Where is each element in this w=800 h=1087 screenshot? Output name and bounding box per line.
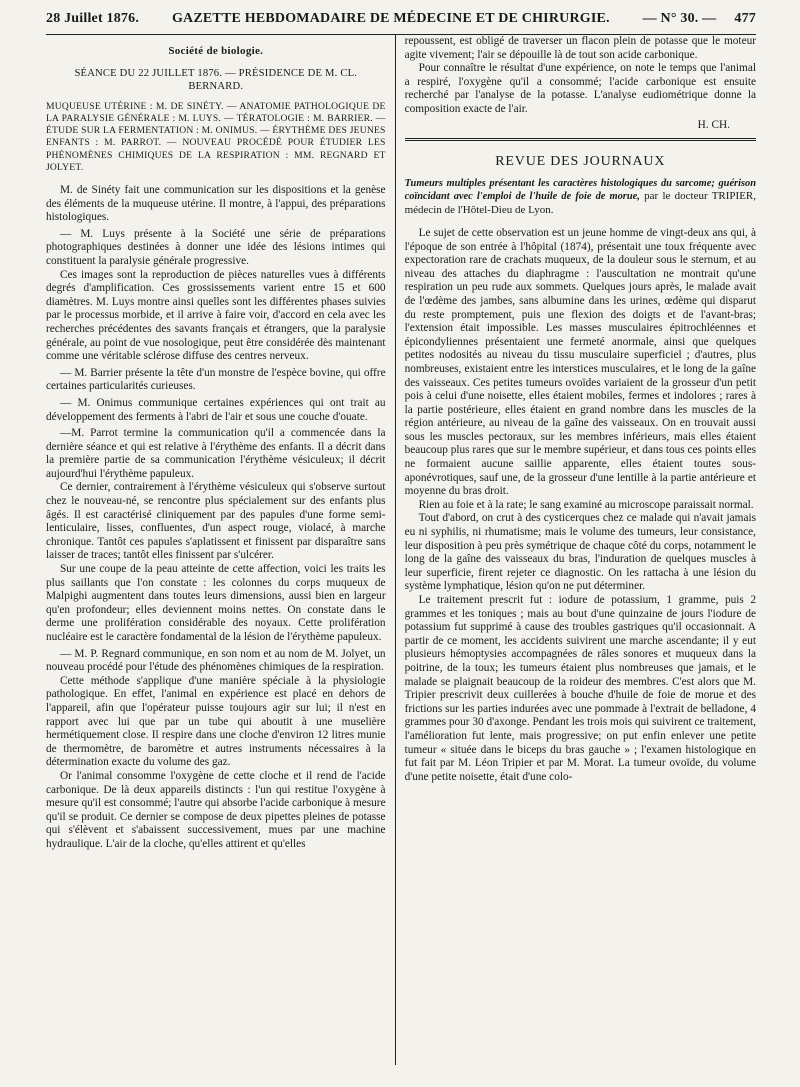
paragraph: Ces images sont la reproduction de pièces naturelles vues à différents degrés d'amplification. Ces grossissements varient entre 15 et 600 diamètres. M. Luys montre ainsi quelles sont les différentes phases suivies par le processus morbide, et il arrive à faire voir, d'accord en cela avec les recherches précédentes des savants français et étrangers, que la paralysie générale, au point de vue nosologique, peut être considérée dès maintenant comme une véritable sclérose diffuse des centres nerveux. (46, 268, 386, 363)
review-heading-title: Tumeurs multiples présentant les caractères histologiques du sarcome; guérison coïncidant avec l'emploi de l'huile de foie de morue, (404, 177, 756, 203)
paragraph: Or l'animal consomme l'oxygène de cette cloche et il rend de l'acide carbonique. De là deux appareils distincts : l'un qui restitue l'oxygène à mesure qu'il est consommé; l'autre qui absorbe l'acide carbonique à mesure qu'il se produit. Ce dernier se compose de deux pipettes pleines de potasse qui s'élèvent et s'abaissent successivement, mues par une machine hydraulique. L'air de la cloche, qu'elles attirent et qu'elles (46, 769, 386, 850)
paragraph: Sur une coupe de la peau atteinte de cette affection, voici les traits les plus saillants que l'on constate : les colonnes du corps muqueux de Malpighi augmentent dans toutes leurs dimensions, aussi bien en largeur qu'en profondeur; elles deviennent moins nettes. On constate dans le derme une prolifération considérable des noyaux. Cette prolifération nucléaire est le caractère fondamental de la lésion de l'érythème papuleux. (46, 563, 386, 643)
continued-paragraph: repoussent, est obligé de traverser un flacon plein de potasse que le moteur agite vivement; l'air se dépouille là de tout son acide carbonique. (404, 35, 756, 61)
paragraph: Rien au foie et à la rate; le sang examiné au microscope paraissait normal. (418, 498, 754, 511)
paragraph: M. de Sinéty fait une communication sur les dispositions et la genèse des éléments de la muqueuse utérine. Il montre, à l'appui, des préparations histologiques. (46, 184, 386, 224)
paragraph: — M. Onimus communique certaines expériences qui ont trait au développement des ferments à l'abri de l'air et sous une couche d'ouate. (46, 396, 386, 423)
paragraph: —M. Parrot termine la communication qu'il a commencée dans la dernière séance et qui est relative à l'érythème des enfants. Il a décrit dans la première partie de sa communication l'érythème vésiculeux; il décrit aujourd'hui l'érythème papuleux. (46, 427, 386, 480)
right-column (396, 35, 756, 1065)
paragraph: Le sujet de cette observation est un jeune homme de vingt-deux ans qui, à l'époque de son entrée à l'hôpital (1874), présentait une toux fréquente avec expectoration rare de crachats muqueux, de la douleur sous le sternum, et au niveau des attaches du diaphragme : l'auscultation ne montrait qu'une respiration un peu rude aux sommets. Quelques jours après, le malade avait de l'œdème des jambes, sans albumine dans les urines, œdème qui disparut du reste promptement, puis une flexion des doigts et de l'avant-bras; l'extension était impossible. Les masses musculaires épitrochléennes et épicondyliennes présentaient une fermeté anormale, ainsi que quelques petites nodosités au niveau du tissu musculaire superficiel ; d'autres, plus nombreuses, existaient entre les interstices musculaires, et le long de la gaîne des vaisseaux. Ces petites tumeurs ovoïdes variaient de la grosseur d'un petit pois à celui d'une noisette, elles étaient mobiles, fermes et indolores ; rares à la partie postérieure, elles étaient en grand nombre dans les muscles de la région antérieure, au niveau de la gaîne des vaisseaux. On en trouvait aussi sous les muscles pectoraux, sur les membres inférieurs, mais elles étaient beaucoup plus rares que sur le membre supérieur, et dans tous ces points elles ne formaient aucune saillie apparente, elles étaient toutes sous-aponévrotiques, sauf une, de la grosseur d'une lentille à la partie antérieure et moyenne du bras droit. (404, 226, 756, 498)
session-summary: MUQUEUSE UTÉRINE : M. DE SINÉTY. — ANATOMIE PATHOLOGIQUE DE LA PARALYSIE GÉNÉRALE : M. LUYS. — TÉRATOLOGIE : M. BARRIER. — ÉTUDE SUR LA FERMENTATION : M. ONIMUS. — ÉRYTHÈME DES JEUNES ENFANTS : M. PARROT. — NOUVEAU PROCÉDÉ POUR ÉTUDIER LES PHÉNOMÈNES CHIMIQUES DE LA RESPIRATION : MM. REGNARD ET JOLYET. (46, 100, 386, 173)
session-line: SÉANCE DU 22 JUILLET 1876. — PRÉSIDENCE DE M. CL. BERNARD. (74, 67, 358, 93)
paragraph: — M. P. Regnard communique, en son nom et au nom de M. Jolyet, un nouveau procédé pour l'étude des phénomènes chimiques de la respiration. (46, 647, 386, 674)
paragraph: Ce dernier, contrairement à l'érythème vésiculeux qui s'observe surtout chez le nouveau-né, se rencontre plus spécialement sur des enfants plus âgés. Il est caractérisé cliniquement par des papules d'une forme semi-lenticulaire, lisses, confluentes, d'un aspect rouge, violacé, à marche chronique. Tantôt ces papules s'aplatissent et finissent par disparaître sans laisser de traces; tantôt elles finissent par s'ulcérer. (46, 481, 386, 562)
paragraph: Cette méthode s'applique d'une manière spéciale à la physiologie pathologique. En effet, l'animal en expérience est placé en dehors de l'appareil, afin que l'opérateur puisse toujours agir sur lui; il n'est en rapport avec lui que par un tube qui aboutit à une muselière hermétiquement close. Il respire dans une cloche d'environ 12 litres munie de thermomètre, de baromètre et autres instruments nécessaires à la détermination exacte du volume des gaz. (46, 674, 386, 769)
journal-title: GAZETTE HEBDOMADAIRE DE MÉDECINE ET DE CHIRURGIE. (171, 11, 610, 26)
paragraph: — M. Barrier présente la tête d'un monstre de l'espèce bovine, qui offre certaines particularités curieuses. (46, 366, 386, 393)
paragraph: — M. Luys présente à la Société une série de préparations photographiques destinées à donner une idée des lésions intimes qui constituent la paralysie générale progressive. (46, 227, 386, 267)
header-date: 28 Juillet 1876. (46, 11, 140, 26)
left-column (46, 35, 395, 1065)
review-heading-author: par le docteur TRIPIER, médecin de l'Hôtel-Dieu de Lyon. (404, 190, 757, 216)
signature: H. CH. (697, 118, 730, 131)
section-rule (405, 138, 756, 141)
page-number: 477 (734, 11, 756, 26)
issue-number: — N° 30. — (642, 11, 717, 26)
review-heading (405, 177, 756, 217)
paragraph: Tout d'abord, on crut à des cysticerques chez ce malade qui n'avait jamais eu ni syphilis, ni rhumatisme; mais le volume des tumeurs, leur consistance, leur disposition à peu près symétrique de chaque côté du corps, notamment le long de la gaîne des vaisseaux du bras, l'induration de quelques muscles à leur superficie, firent rejeter ce diagnostic. On les rattacha à une lésion du système lymphatique, lésion qu'on ne put déterminer. (404, 512, 756, 593)
paragraph: Le traitement prescrit fut : iodure de potassium, 1 gramme, puis 2 grammes et les toniques ; mais au bout d'une quinzaine de jours l'iodure de potassium fut supprimé à cause des troubles gastriques qu'il occasionnait. A partir de ce moment, les accidents suivirent une marche ascendante; il y eut plusieurs hémoptysies accompagnées de râles sonores et muqueux dans la poitrine, de la toux; les tumeurs étaient plus nombreuses que jamais, et le malade se plaignait beaucoup de la roideur des membres. C'est alors que M. Tripier prescrivit deux cuillerées à bouche d'huile de foie de morue et des frictions sur les parties indurées avec une pommade à l'extrait de belladone, 4 grammes pour 30 d'axonge. Pendant les trois mois qui suivirent ce traitement, l'amélioration fut lente, mais progressive; on put enfin enlever une petite tumeur « située dans le biceps du bras gauche » ; l'examen histologique en fut fait par M. Léon Tripier et par M. Morat. La tumeur ovoïde, du volume d'une petite noisette, était d'une colo- (404, 594, 756, 783)
paragraph: Pour connaître le résultat d'une expérience, on note le temps que l'animal a respiré, l'oxygène qu'il a consommé; l'acide carbonique est ensuite recherché par l'analyse de la potasse. L'analyse eudiométrique donne la composition exacte de l'air. (404, 62, 756, 115)
running-head (46, 6, 756, 32)
review-title: REVUE DES JOURNAUX (495, 154, 666, 170)
society-title: Société de biologie. (168, 45, 264, 57)
